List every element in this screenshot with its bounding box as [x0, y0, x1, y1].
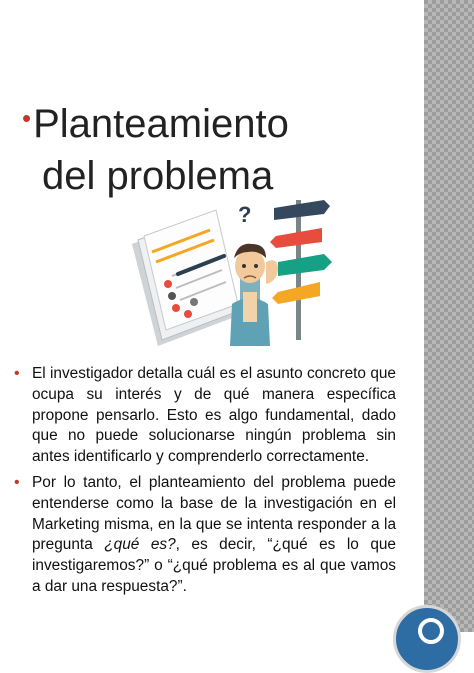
- corner-logo-icon[interactable]: [393, 605, 461, 673]
- bullet-paragraph-1: [14, 364, 396, 468]
- title-line-1: [22, 92, 412, 150]
- confused-person-signpost-illustration: [128, 196, 350, 346]
- question-mark: ?: [238, 202, 252, 227]
- papers-icon: [132, 210, 238, 346]
- title-line-2: del problema: [42, 154, 274, 198]
- decorative-side-strip: [424, 0, 474, 632]
- body-text: [14, 364, 396, 603]
- bullet-paragraph-2: [14, 473, 396, 598]
- signpost-icon: [270, 200, 332, 340]
- title-bullet: •: [22, 103, 32, 133]
- person-icon: [230, 202, 278, 346]
- slide-title: [22, 92, 412, 202]
- bullet-text-2b: , es decir, “¿qué es lo que investigaremos?” o “¿qué problema es al que vamos a dar una respuesta?”.: [32, 536, 396, 595]
- bullet-text-1: El investigador detalla cuál es el asunto concreto que ocupa su interés y de qué manera específica propone pensarlo. Esto es algo fundamental, dado que no puede solucionarse ningún problema sin antes identificarlo y comprenderlo correctamente.: [32, 365, 396, 466]
- bullet-dot: •: [14, 365, 20, 382]
- title-text-1: Planteamiento: [33, 102, 289, 146]
- bullet-text-2-italic: ¿qué es?: [104, 536, 176, 554]
- bullet-dot: •: [14, 473, 20, 491]
- logo-ring-icon: [418, 618, 444, 644]
- bullet-text-2a: Por lo tanto, el planteamiento del problema puede entenderse como la base de la investigación en el Marketing misma, en la que se intenta responder a la pregunta: [32, 473, 396, 554]
